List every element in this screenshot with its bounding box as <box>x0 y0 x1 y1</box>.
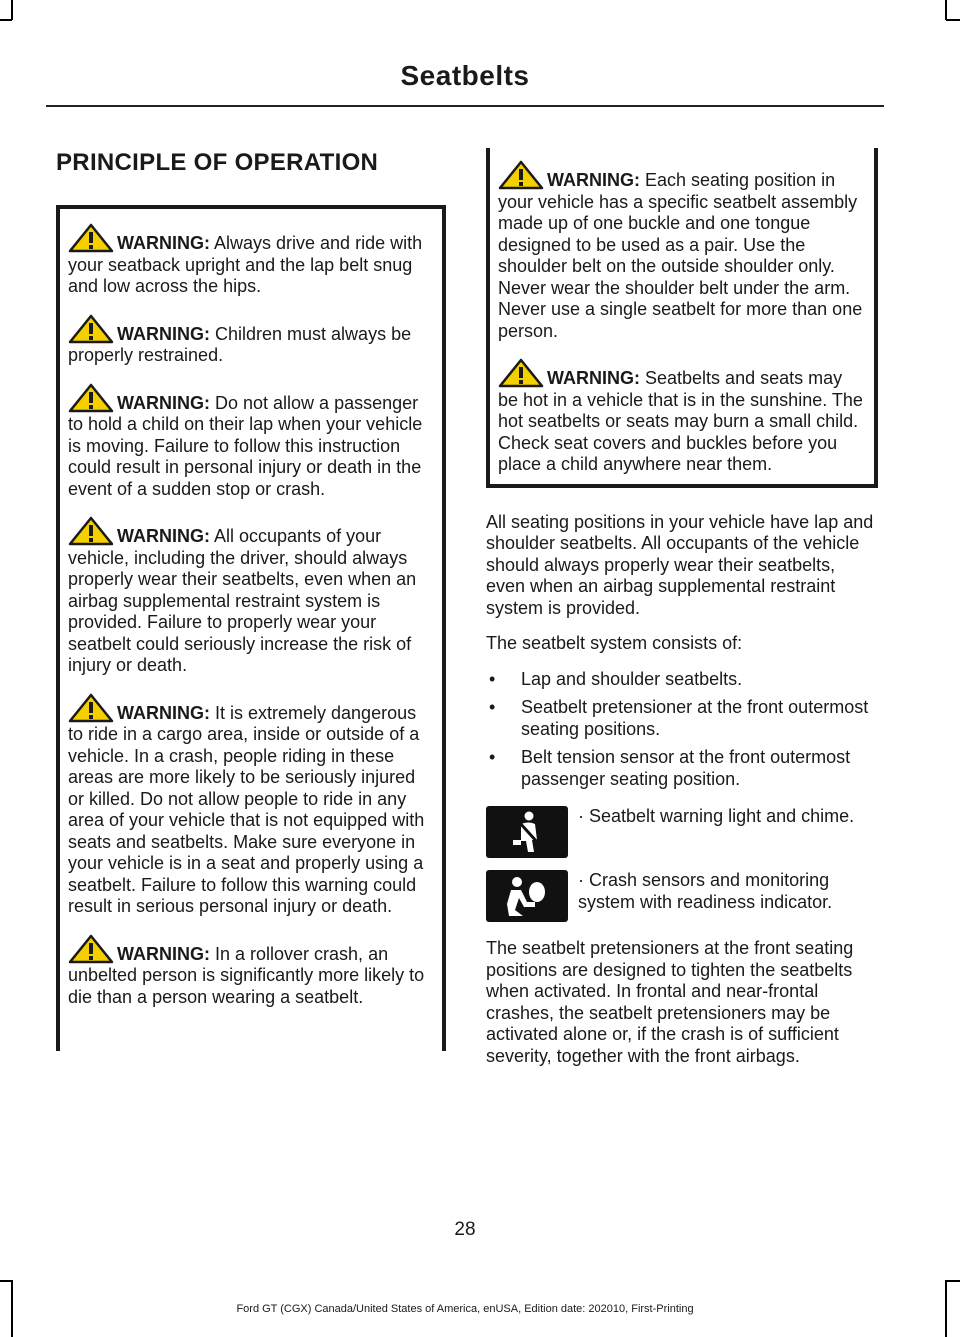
warning-triangle-icon <box>68 934 114 964</box>
warning-text: In a rollover crash, an unbelted person is significantly more likely to die than a person wearing a seatbelt. <box>68 943 425 1007</box>
list-item: • Seatbelt pretensioner at the front outermost seating positions. <box>486 697 878 740</box>
crop-mark <box>945 0 947 20</box>
warning-triangle-icon <box>68 223 114 253</box>
section-title: PRINCIPLE OF OPERATION <box>56 149 379 176</box>
seatbelt-warning-icon <box>486 806 568 858</box>
crop-mark <box>946 1280 960 1282</box>
crop-mark <box>0 1280 12 1282</box>
list-item: • Lap and shoulder seatbelts. <box>486 669 878 691</box>
warning-label: WARNING: <box>117 526 210 546</box>
warning-label: WARNING: <box>547 368 640 388</box>
warning-box <box>486 148 878 488</box>
warning-item <box>68 516 434 677</box>
warning-triangle-icon <box>68 693 114 723</box>
crop-mark <box>945 1280 947 1337</box>
warning-label: WARNING: <box>117 233 210 253</box>
warning-text: Do not allow a passenger to hold a child on their lap when your vehicle is moving. Failure to follow this instruction could result in personal injury or death in the event of a sudden stop or crash. <box>68 392 423 499</box>
crop-mark <box>0 19 12 21</box>
header-divider <box>46 105 884 107</box>
indicator-row <box>486 870 878 922</box>
left-column <box>56 145 446 1051</box>
warning-box <box>56 205 446 1051</box>
warning-item <box>498 160 866 342</box>
warning-item <box>68 693 434 918</box>
warning-item <box>498 358 866 476</box>
warning-triangle-icon <box>498 160 544 190</box>
warning-text: Always drive and ride with your seatback upright and the lap belt snug and low across the hips. <box>68 233 423 296</box>
warning-label: WARNING: <box>547 170 640 190</box>
warning-text: Children must always be properly restrained. <box>68 323 412 365</box>
warning-item <box>68 223 434 298</box>
warning-triangle-icon <box>498 358 544 388</box>
warning-text: Seatbelts and seats may be hot in a vehicle that is in the sunshine. The hot seatbelts or seats may burn a small child. Check seat covers and buckles before you place a child anywhere near them. <box>498 368 863 474</box>
warning-text: It is extremely dangerous to ride in a cargo area, inside or outside of a vehicle. In a crash, people riding in these areas are more likely to be seriously injured or killed. Do not allow people to ride in any area of your vehicle that is not equipped with seats and seatbelts. Make sure everyone in your vehicle is in a seat and properly using a seatbelt. Failure to follow this warning could result in serious personal injury or death. <box>68 702 425 916</box>
crop-mark <box>946 19 960 21</box>
warning-label: WARNING: <box>117 702 210 723</box>
page-number: 28 <box>454 1219 476 1240</box>
warning-label: WARNING: <box>117 323 210 344</box>
body-paragraph: The seatbelt pretensioners at the front seating positions are designed to tighten the seatbelts when activated. In frontal and near-frontal crashes, the seatbelt pretensioners may be activated alone or, if the crash is of sufficient severity, together with the front airbags. <box>486 938 854 1066</box>
right-column <box>486 148 878 1081</box>
page-footer: Ford GT (CGX) Canada/United States of America, enUSA, Edition date: 202010, First-Printing <box>236 1303 694 1315</box>
warning-item <box>68 314 434 367</box>
indicator-row <box>486 806 878 858</box>
body-paragraph: The seatbelt system consists of: <box>486 633 743 653</box>
warning-text: All occupants of your vehicle, including the driver, should always properly wear their seatbelts, even when an airbag supplemental restraint system is provided. Failure to properly wear your seatbelt could seriously increase the risk of injury or death. <box>68 526 417 675</box>
warning-item <box>68 383 434 501</box>
bullet-list <box>486 669 878 791</box>
warning-triangle-icon <box>68 383 114 413</box>
warning-triangle-icon <box>68 516 114 546</box>
list-item: • Belt tension sensor at the front outermost passenger seating position. <box>486 747 878 790</box>
body-paragraph: All seating positions in your vehicle have lap and shoulder seatbelts. All occupants of the vehicle should always properly wear their seatbelts, even when an airbag supplemental restraint system is provided. <box>486 511 874 618</box>
warning-item <box>68 934 434 1009</box>
indicator-description: · Seatbelt warning light and chime. <box>578 806 855 826</box>
indicator-description: · Crash sensors and monitoring system with readiness indicator. <box>578 870 833 912</box>
airbag-indicator-icon <box>486 870 568 922</box>
warning-triangle-icon <box>68 314 114 344</box>
warning-label: WARNING: <box>117 392 210 413</box>
crop-mark <box>11 0 13 20</box>
warning-text: Each seating position in your vehicle has a specific seatbelt assembly made up of one buckle and one tongue designed to be used as a pair. Use the shoulder belt on the outside shoulder only. Never wear the shoulder belt under the arm. Never use a single seatbelt for more than one person. <box>498 170 863 341</box>
page-header-title: Seatbelts <box>400 60 530 91</box>
warning-label: WARNING: <box>117 943 210 964</box>
